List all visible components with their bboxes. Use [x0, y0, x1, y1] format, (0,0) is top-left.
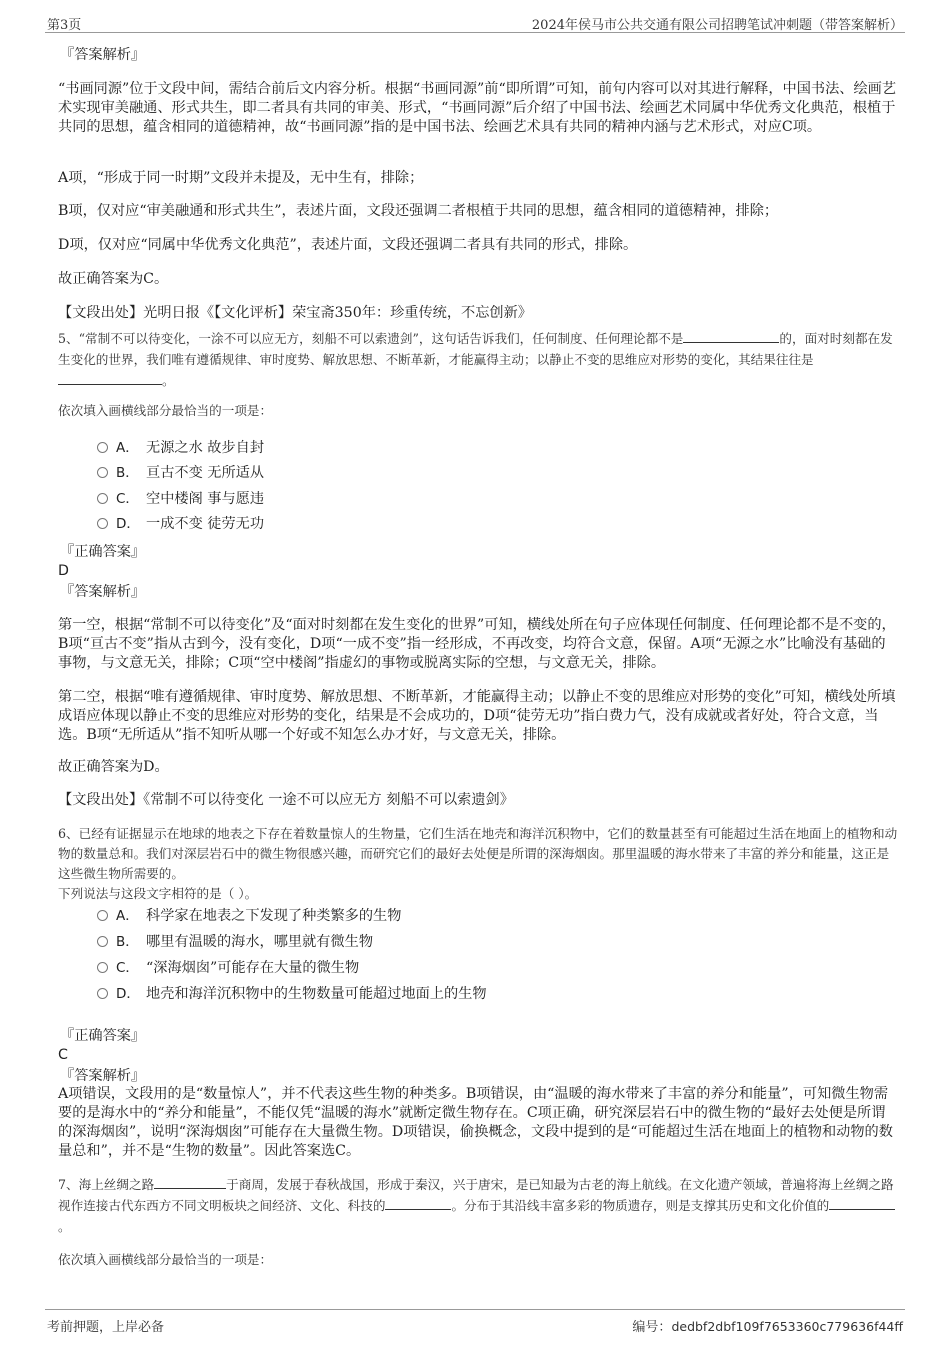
radio-icon[interactable]: [97, 467, 108, 478]
q5-answer: D: [58, 563, 69, 579]
q7-prompt: 依次填入画横线部分最恰当的一项是：: [58, 1252, 273, 1267]
q5-conclusion: 故正确答案为D。: [58, 759, 169, 775]
q6-correct-label: 『正确答案』: [60, 1028, 146, 1044]
q4-analysis-para-4: D项，仅对应“同属中华优秀文化典范”，表述片面，文段还强调二者具有共同的形式，排除。: [58, 237, 638, 253]
q5-option-c[interactable]: C． 空中楼阁 事与愿违: [97, 490, 264, 508]
radio-icon[interactable]: [97, 910, 108, 921]
radio-icon[interactable]: [97, 936, 108, 947]
q4-analysis-para-3: B项，仅对应“审美融通和形式共生”，表述片面，文段还强调二者根植于共同的思想，蕴含相同的道德精神，排除；: [58, 203, 779, 219]
q5-stem: 5、“常制不可以待变化，一涂不可以应无方，刻船不可以索遗剑”，这句话告诉我们，任何制度、任何理论都不是 的，面对时刻都在发生变化的世界，我们唯有遵循规律、审时度势、解放思想、不断革新，才能赢得主动；以静止不变的思维应对形势的变化，其结果往往是。: [58, 331, 893, 388]
page-header: [45, 12, 905, 33]
q5-analysis-para-1: 第一空，根据“常制不可以待变化”及“面对时刻都在发生变化的世界”可知，横线处所在句子应体现任何制度、任何理论都不是不变的，B项“亘古不变”指从古到今，没有变化，D项“一成不变”指一经形成，不再改变，均符合文意，保留。A项“无源之水”比喻没有基础的事物，与文意无关，排除；C项“空中楼阁”指虚幻的事物或脱离实际的空想，与文意无关，排除。: [58, 617, 896, 671]
q6-prompt: 下列说法与这段文字相符的是（ ）。: [58, 886, 258, 901]
radio-icon[interactable]: [97, 988, 108, 999]
q6-stem: 6、已经有证据显示在地球的地表之下存在着数量惊人的生物量，它们生活在地壳和海洋沉积物中，它们的数量甚至有可能超过生活在地面上的植物和动物的数量总和。我们对深层岩石中的微生物很感兴趣，而研究它们的最好去处便是所谓的深海烟囱。那里温暖的海水带来了丰富的养分和能量，这正是这些微生物所需要的。: [58, 826, 898, 881]
page-footer: [45, 1309, 905, 1336]
document-title: 2024年侯马市公共交通有限公司招聘笔试冲刺题（带答案解析）: [531, 18, 903, 33]
q5-source: 【文段出处】《常制不可以待变化 一途不可以应无方 刻船不可以索遗剑》: [58, 792, 514, 808]
q5-correct-label: 『正确答案』: [60, 544, 146, 560]
q6-analysis-label: 『答案解析』: [60, 1068, 146, 1084]
document-code: 编号：dedbf2dbf109f7653360c779636f44ff: [632, 1319, 903, 1335]
q6-option-d[interactable]: D． 地壳和海洋沉积物中的生物数量可能超过地面上的生物: [97, 985, 487, 1003]
q6-option-b[interactable]: B． 哪里有温暖的海水，哪里就有微生物: [97, 933, 373, 951]
q4-source: 【文段出处】光明日报《【文化评析】荣宝斋350年：珍重传统，不忘创新》: [58, 305, 532, 321]
q5-option-a[interactable]: A． 无源之水 故步自封: [97, 439, 264, 457]
radio-icon[interactable]: [97, 493, 108, 504]
q4-analysis-para-1: “书画同源”位于文段中间，需结合前后文内容分析。根据“书画同源”前“即所谓”可知，前句内容可以对其进行解释，中国书法、绘画艺术实现审美融通、形式共生，即二者具有共同的审美、形式，“书画同源”后介绍了中国书法、绘画艺术同属中华优秀文化典范，根植于共同的思想，蕴含相同的道德精神，故“书画同源”指的是中国书法、绘画艺术具有共同的精神内涵与艺术形式，对应C项。: [58, 81, 897, 135]
radio-icon[interactable]: [97, 518, 108, 529]
q6-option-c[interactable]: C． “深海烟囱”可能存在大量的微生物: [97, 959, 359, 977]
q5-prompt: 依次填入画横线部分最恰当的一项是：: [58, 403, 273, 418]
q7-stem: 7、海上丝绸之路 于商周，发展于春秋战国，形成于秦汉，兴于唐宋，是已知最为古老的海上航线。在文化遗产领域，普遍将海上丝绸之路视作连接古代东西方不同文明板块之间经济、文化、科技的 。分布于其沿线丰富多彩的物质遗存，则是支撑其历史和文化价值的。: [58, 1177, 894, 1234]
q5-option-d[interactable]: D． 一成不变 徒劳无功: [97, 515, 264, 533]
q6-answer: C: [58, 1047, 68, 1063]
q4-analysis-para-2: A项，“形成于同一时期”文段并未提及，无中生有，排除；: [58, 170, 424, 186]
q4-conclusion: 故正确答案为C。: [58, 271, 169, 287]
radio-icon[interactable]: [97, 962, 108, 973]
page-number: 第3页: [47, 18, 82, 33]
q5-analysis-para-2: 第二空，根据“唯有遵循规律、审时度势、解放思想、不断革新，才能赢得主动；以静止不变的思维应对形势的变化”可知，横线处所填成语应体现以静止不变的思维应对形势的变化，结果是不会成功的，D项“徒劳无功”指白费力气，没有成就或者好处，符合文意，当选。B项“无所适从”指不知听从哪一个好或不知怎么办才好，与文意无关，排除。: [58, 689, 896, 743]
q6-option-a[interactable]: A． 科学家在地表之下发现了种类繁多的生物: [97, 907, 401, 925]
q5-analysis-label: 『答案解析』: [60, 584, 146, 600]
footer-slogan: 考前押题，上岸必备: [47, 1320, 165, 1335]
q5-option-b[interactable]: B． 亘古不变 无所适从: [97, 464, 264, 482]
analysis-label: 『答案解析』: [60, 47, 146, 63]
radio-icon[interactable]: [97, 442, 108, 453]
q6-analysis: A项错误，文段用的是“数量惊人”，并不代表这些生物的种类多。B项错误，由“温暖的海水带来了丰富的养分和能量”，可知微生物需要的是海水中的“养分和能量”，不能仅凭“温暖的海水”就断定微生物存在。C项正确，研究深层岩石中的微生物的“最好去处便是所谓的深海烟囱”，说明“深海烟囱”可能存在大量微生物。D项错误，偷换概念，文段中提到的是“可能超过生活在地面上的植物和动物的数量总和”，并不是“生物的数量”。因此答案选C。: [58, 1086, 893, 1159]
